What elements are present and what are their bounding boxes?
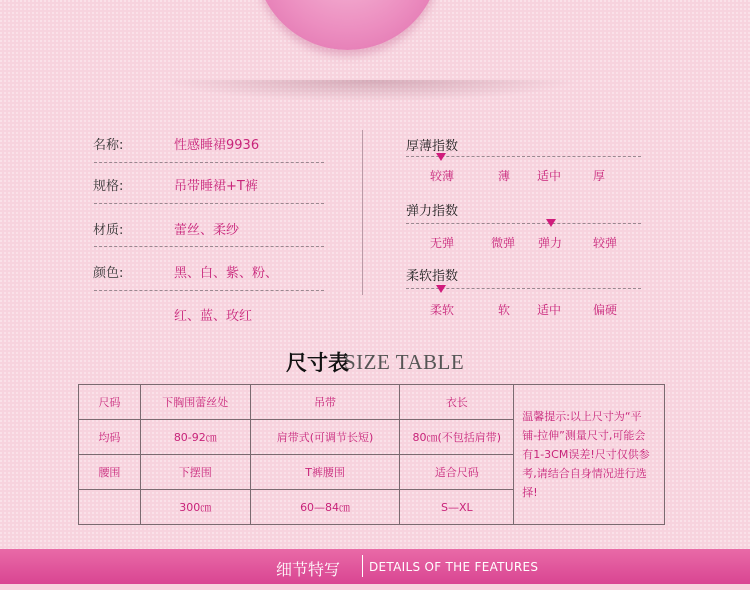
size-table-title-en: SIZE TABLE: [344, 350, 465, 374]
table-header-cell: 下胸围蕾丝处: [140, 385, 250, 420]
vertical-divider: [362, 130, 363, 295]
table-cell: S—XL: [400, 490, 514, 525]
color-label: 颜色:: [93, 266, 124, 281]
index-option: 适中: [537, 169, 562, 183]
index-option: 较弹: [593, 236, 618, 250]
index-option: 弹力: [538, 236, 563, 250]
index-option: 薄: [498, 169, 511, 183]
index-option: 偏硬: [593, 303, 618, 317]
name-value: 性感睡裙9936: [174, 138, 260, 153]
table-cell: 300㎝: [140, 490, 250, 525]
color-value-line2: 红、蓝、玫红: [174, 309, 253, 324]
banner-separator: [362, 555, 363, 577]
divider: [94, 162, 324, 163]
bottom-strip: [0, 584, 750, 590]
softness-marker-icon: [436, 285, 446, 293]
table-header-cell: 衣长: [400, 385, 514, 420]
pink-fabric-image: [255, 0, 440, 50]
table-row: [79, 385, 665, 420]
index-title-softness: 柔软指数: [406, 269, 459, 284]
index-title-elasticity: 弹力指数: [406, 204, 459, 219]
divider: [94, 246, 324, 247]
elasticity-marker-icon: [546, 219, 556, 227]
index-option: 微弹: [491, 236, 516, 250]
table-header-cell: 下摆围: [140, 455, 250, 490]
size-table-title-cn: 尺寸表: [286, 350, 349, 375]
table-cell: 80㎝(不包括肩带): [400, 420, 514, 455]
divider: [94, 290, 324, 291]
details-title-en: DETAILS OF THE FEATURES: [369, 560, 539, 574]
details-title-cn: 细节特写: [276, 560, 341, 579]
table-header-cell: T裤腰围: [250, 455, 400, 490]
table-cell: [79, 490, 141, 525]
index-option: 无弹: [430, 236, 455, 250]
index-option: 厚: [593, 169, 606, 183]
size-tip: 温馨提示:以上尺寸为“平铺-拉伸”测量尺寸,可能会有1-3CM误差!尺寸仅供参考,请结合自身情况进行选择!: [514, 385, 665, 525]
spec-label: 规格:: [93, 179, 124, 194]
divider: [94, 203, 324, 204]
index-option: 柔软: [430, 303, 455, 317]
index-option: 软: [498, 303, 511, 317]
table-cell: 均码: [79, 420, 141, 455]
color-value-line1: 黑、白、紫、粉、: [174, 266, 279, 281]
index-scale-line: [406, 223, 641, 224]
thickness-marker-icon: [436, 153, 446, 161]
table-cell: 肩带式(可调节长短): [250, 420, 400, 455]
divider-shadow: [160, 80, 580, 102]
size-table: [78, 384, 665, 525]
index-option: 适中: [537, 303, 562, 317]
material-value: 蕾丝、柔纱: [174, 223, 240, 238]
table-cell: 60—84㎝: [250, 490, 400, 525]
index-title-thickness: 厚薄指数: [406, 139, 459, 154]
index-option: 较薄: [430, 169, 455, 183]
spec-value: 吊带睡裙+T裤: [174, 179, 258, 194]
material-label: 材质:: [93, 223, 124, 238]
table-header-cell: 适合尺码: [400, 455, 514, 490]
table-header-cell: 吊带: [250, 385, 400, 420]
table-header-cell: 尺码: [79, 385, 141, 420]
name-label: 名称:: [93, 138, 124, 153]
table-cell: 80-92㎝: [140, 420, 250, 455]
table-header-cell: 腰围: [79, 455, 141, 490]
